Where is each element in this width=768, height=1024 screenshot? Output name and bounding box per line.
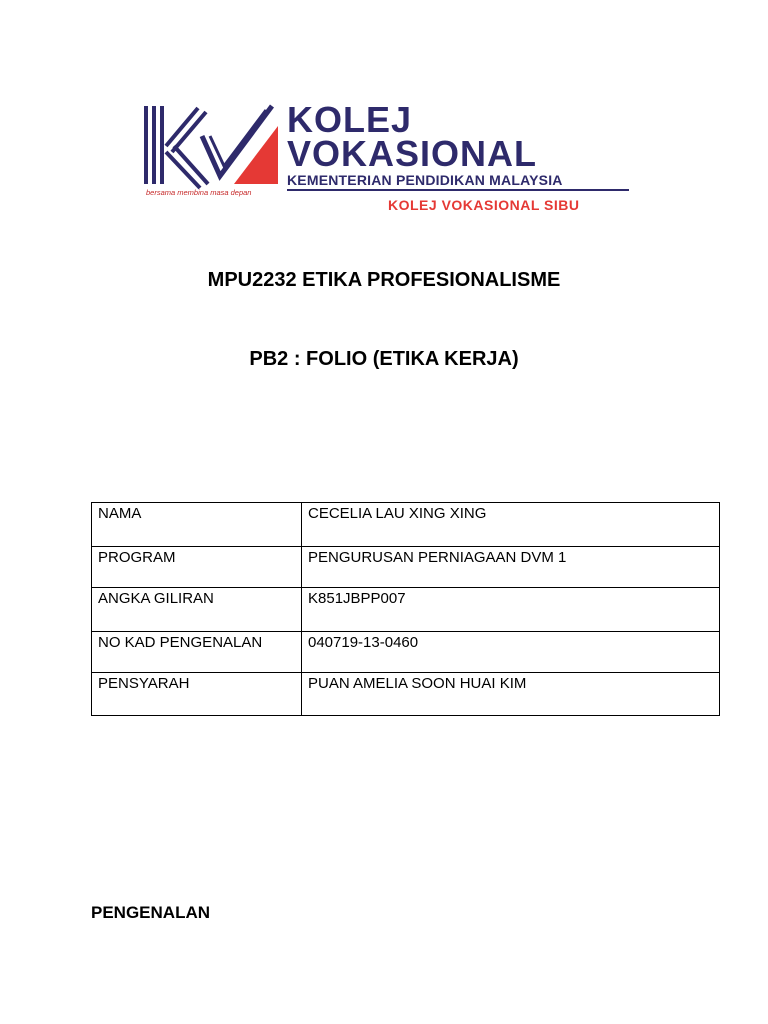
logo-text-campus: KOLEJ VOKASIONAL SIBU [388,197,580,213]
logo-text-ministry: KEMENTERIAN PENDIDIKAN MALAYSIA [287,172,563,188]
logo-tagline: bersama membina masa depan [146,188,252,197]
row-label: ANGKA GILIRAN [92,588,302,632]
logo-divider [287,189,629,191]
course-title: MPU2232 ETIKA PROFESIONALISME [207,269,561,291]
assignment-title: PB2 : FOLIO (ETIKA KERJA) [249,348,519,370]
row-label: PROGRAM [92,547,302,588]
table-row [92,588,720,632]
row-label: PENSYARAH [92,673,302,716]
table-row [92,673,720,716]
row-value: CECELIA LAU XING XING [302,503,720,547]
table-row [92,503,720,547]
table-row [92,632,720,673]
row-value: 040719-13-0460 [302,632,720,673]
row-value: PENGURUSAN PERNIAGAAN DVM 1 [302,547,720,588]
row-label: NO KAD PENGENALAN [92,632,302,673]
logo-text-kolej: KOLEJ [287,99,413,140]
section-heading: PENGENALAN [91,903,211,922]
row-label: NAMA [92,503,302,547]
logo-text-vokasional: VOKASIONAL [287,133,538,174]
row-value: PUAN AMELIA SOON HUAI KIM [302,673,720,716]
student-info-table [91,502,720,716]
row-value: K851JBPP007 [302,588,720,632]
kolej-vokasional-logo [140,96,640,220]
table-row [92,547,720,588]
